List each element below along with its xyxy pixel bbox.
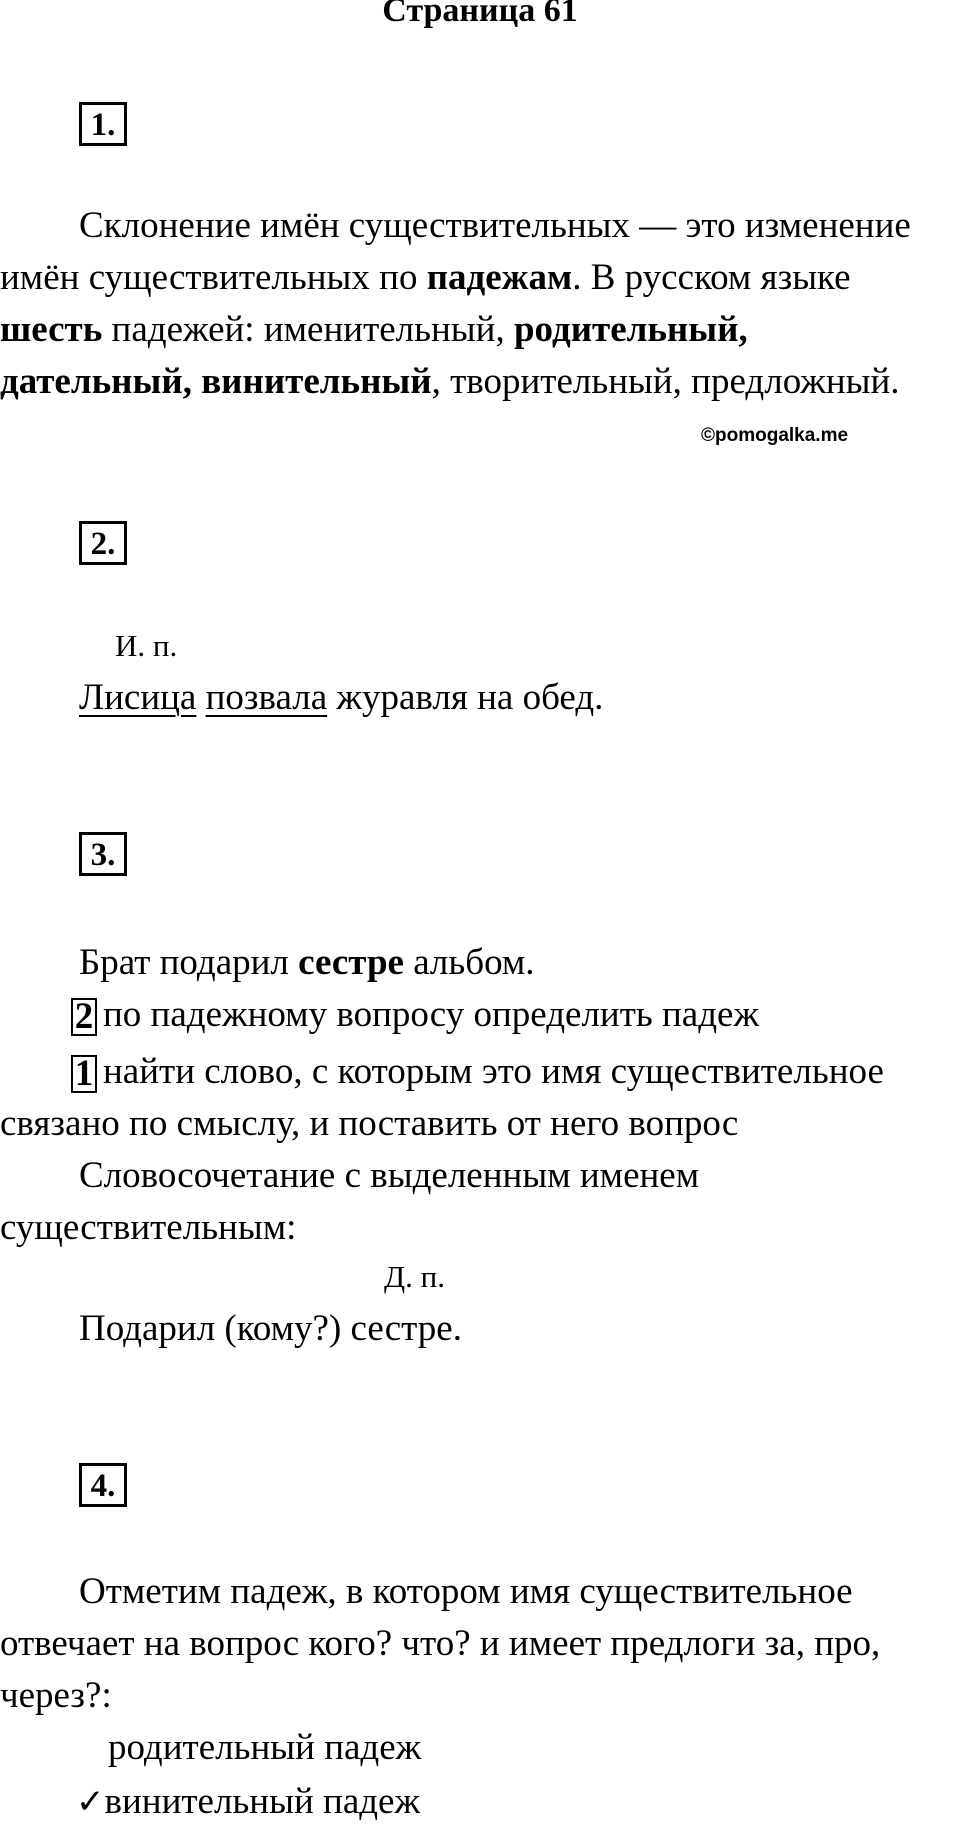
text: Брат подарил	[79, 942, 299, 983]
task-3-phrase-intro-1: Словосочетание с выделенным именем	[79, 1155, 700, 1196]
task-3-phrase-intro-2: существительным:	[0, 1207, 297, 1248]
step-text: найти слово, с которым это имя существительное	[103, 1051, 884, 1092]
task-4-line-2: отвечает на вопрос кого? что? и имеет предлоги за, про,	[0, 1623, 881, 1664]
bold-term: родительный,	[513, 309, 748, 350]
watermark: ©pomogalka.me	[701, 425, 849, 446]
task-4-number: 4.	[79, 1463, 127, 1507]
bold-term: падежам	[426, 257, 573, 298]
task-1-line-1	[79, 200, 911, 252]
task-1-line-2	[0, 252, 851, 304]
option-genitive: родительный падеж	[108, 1727, 422, 1768]
option-accusative	[76, 1776, 420, 1828]
task-1-line-4	[0, 356, 900, 408]
bold-term: сестре	[298, 942, 404, 983]
task-2-sentence	[79, 672, 603, 724]
task-4-line-3: через?:	[0, 1675, 112, 1716]
page-title: Страница 61	[382, 0, 578, 29]
bold-term: шесть	[0, 309, 103, 350]
step-text: по падежному вопросу определить падеж	[103, 994, 760, 1035]
case-label-nominative: И. п.	[115, 628, 178, 663]
task-2-number: 2.	[79, 521, 127, 565]
task-3-phrase: Подарил (кому?) сестре.	[79, 1308, 462, 1349]
task-3-step-1-cont: связано по смыслу, и поставить от него вопрос	[0, 1103, 739, 1144]
option-label: винительный падеж	[104, 1781, 421, 1822]
case-label-dative: Д. п.	[384, 1259, 445, 1294]
space	[196, 677, 205, 718]
text: альбом.	[403, 942, 535, 983]
text: журавля на обед.	[327, 677, 604, 718]
text: . В русском языке	[572, 257, 851, 298]
task-1-line-3	[0, 304, 748, 356]
text: Склонение имён существительных — это изменение	[79, 205, 911, 246]
text: имён существительных по	[0, 257, 427, 298]
task-1-number: 1.	[79, 102, 127, 146]
task-4-line-1: Отметим падеж, в котором имя существительное	[79, 1571, 853, 1612]
check-mark-icon: ✓	[76, 1782, 105, 1822]
step-number-box: 1	[71, 1055, 97, 1093]
task-3-step-1	[71, 1046, 884, 1098]
predicate-underlined: позвала	[205, 677, 328, 718]
task-3-number: 3.	[79, 832, 127, 876]
bold-term: дательный, винительный	[0, 361, 432, 402]
step-number-box: 2	[71, 998, 97, 1036]
text: падежей: именительный,	[102, 309, 514, 350]
task-3-step-2	[71, 989, 759, 1041]
task-3-sentence	[79, 937, 535, 989]
subject-underlined: Лисица	[79, 677, 197, 718]
text: , творительный, предложный.	[431, 361, 900, 402]
